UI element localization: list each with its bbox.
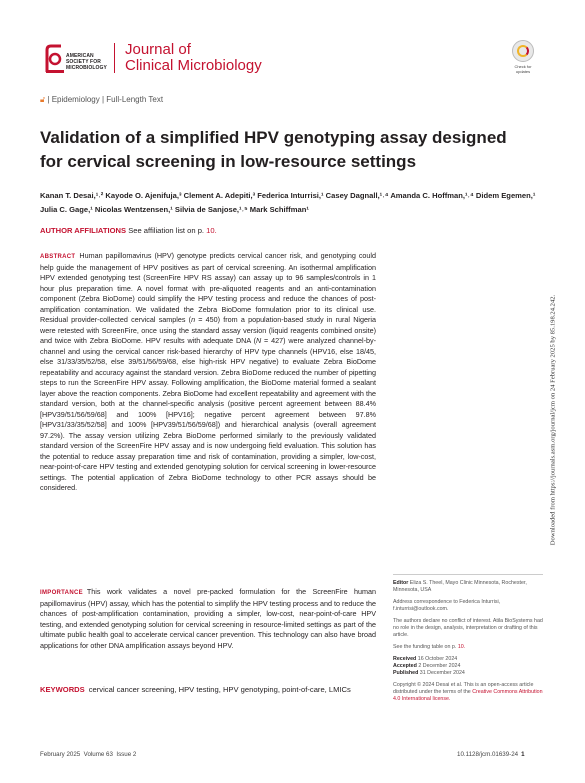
updates-label-line-1: Check for (514, 64, 532, 69)
funding-note (393, 644, 543, 651)
author-affiliations (40, 226, 217, 235)
importance-text: This work validates a novel pre-packed formulation for the ScreenFire human papillomavirus (HPV) assay, which has the potential to simplify the HPV testing process and to reduce the chances of post-amplification contamination, providing a simpler, low-cost, near-point-of-care HPV testing, and extended genotyping solution for cervical screening in resource-limited settings as part of the ultimate public health goal to accelerate cervical cancer prevention. This technology can also have broad applications for other DNA amplification assays beyond HPV. (40, 587, 376, 650)
funding-text: See the funding table on p. (393, 644, 457, 650)
updates-icon (512, 40, 534, 62)
affiliations-text: See affiliation list on p. (128, 226, 205, 235)
asm-logo (43, 44, 67, 74)
doi-footer (457, 751, 525, 758)
doi-text[interactable]: 10.1128/jcm.01639-24 (457, 751, 519, 758)
published-label: Published (393, 670, 419, 676)
abstract-text-4: N (255, 336, 262, 345)
journal-title-line-2: Clinical Microbiology (125, 57, 262, 74)
publication-dates (393, 656, 543, 677)
funding-page-link[interactable]: 10. (457, 644, 466, 650)
editor-text: Eliza S. Theel, Mayo Clinic Minnesota, Rochester, Minnesota, USA (393, 580, 527, 593)
license-link[interactable]: Creative Commons Attribution 4.0 International license. (393, 689, 543, 702)
abstract-text-3: = 450) from a population-based study in rural Nigeria were retested with ScreenFire, once using the standard assay version (liquid reagents combined onsite) and twice with Zebra BioDome. HPV results with adequate DNA ( (40, 315, 376, 345)
journal-title-line-1: Journal of (125, 41, 191, 58)
download-notice-text: Downloaded from https://journals.asm.org/journal/jcm on 24 February 2025 by 85.198.24.242. (549, 294, 557, 546)
open-access-lock-icon: 🔓︎ (40, 95, 46, 104)
keywords-label: KEYWORDS (40, 685, 85, 694)
keywords (40, 684, 376, 695)
article-title: Validation of a simplified HPV genotyping assay designed for cervical screening in low-resource settings (40, 128, 507, 171)
copyright-text: Copyright © 2024 Desai et al. This is an open-access article distributed under the terms of the (393, 682, 534, 695)
accepted-label: Accepted (393, 663, 417, 669)
copyright-notice (393, 682, 543, 703)
society-name (66, 53, 107, 71)
published-date: 31 December 2024 (419, 670, 465, 676)
received-date: 16 October 2024 (417, 656, 458, 662)
article-category: 🔓︎ | Epidemiology | Full-Length Text (40, 95, 164, 104)
author-list: Kanan T. Desai,¹˒² Kayode O. Ajenifuja,³ Clement A. Adepiti,³ Federica Inturrisi,¹ Casey Dagnall,¹˒⁴ Amanda C. Hoffman,¹˒⁴ Didem Egemen,¹ Julia C. Gage,¹ Nicolas Wentzensen,¹ Silvia de Sanjose,¹˒⁵ Mark Schiffman¹ (40, 191, 536, 214)
affiliations-label[interactable]: AUTHOR AFFILIATIONS (40, 226, 127, 235)
accepted-date: 2 December 2024 (418, 663, 461, 669)
updates-label-line-2: updates (515, 69, 531, 74)
header-divider (114, 43, 115, 73)
affiliations-page-link[interactable]: 10. (206, 226, 217, 235)
journal-title[interactable] (125, 42, 262, 74)
editor-info (393, 580, 543, 594)
abstract-text-2: n (191, 315, 196, 324)
abstract-text-5: = 427) were analyzed channel-by-channel and using the cervical cancer risk-based hierarchy of HPV type channels (HPV16, else 18/45, else 31/33/35/52/58, else 39/51/56/59/68, else high-risk HPV negative) to evaluate Zebra BioDome repeatability and accuracy against the standard version. Zebra BioDome reduced the number of pipetting steps to run the ScreenFire HPV assay. Following amplification, the BioDome material formed a sealant layer above the reaction components. Zebra BioDome had excellent repeatability and agreement with the standard version, both at the channel-specific analysis (positive percent agreement between 88.4% [HPV39/51/56/59/68] and 100% [HPV16]; negative percent agreement between 97.8% [HPV31/33/35/52/58] and 100% [HPV39/51/56/59/68]) and hierarchical analysis (overall agreement 97.2%). The assay version utilizing Zebra BioDome performed similarly to the previously validated standard version of the ScreenFire HPV assay and is now undergoing field evaluation. This solution has the potential to reduce assay preparation time and risk of contamination, providing a simpler, low-cost, near-point-of-care HPV testing and extended genotyping solution for cervical screening in lower-resource settings. The potential application of Zebra BioDome technology to other PCR assays should be considered. (40, 336, 376, 492)
page-number: 1 (521, 751, 525, 758)
correspondence: Address correspondence to Federica Inturrisi, f.inturrisi@outlook.com. (393, 599, 501, 612)
category-section[interactable]: Epidemiology (51, 95, 100, 104)
importance-label: IMPORTANCE (40, 590, 83, 596)
check-for-updates-button[interactable] (505, 40, 541, 78)
abstract-text-1: Human papillomavirus (HPV) genotype predicts cervical cancer risk, and genotyping could help guide the management of HPV positives as part of cervical screening. An isothermal amplification HPV extended genotyping test (ScreenFire HPV RS assay) can assay up to 96 samples/controls in 1 hour plus preparation time. A novel format with pre-aliquoted reagents and an anti-contamination component (Zebra BioDome) could simplify the HPV testing process and reduce the chances of post-amplification contamination. We validated the Zebra BioDome formulation prior to its clinical use. Residual provider-collected cervical samples ( (40, 251, 376, 324)
abstract (40, 251, 376, 494)
importance (40, 587, 376, 651)
editor-label: Editor (393, 580, 409, 586)
abstract-label: ABSTRACT (40, 254, 76, 260)
society-line-2: SOCIETY FOR (66, 59, 101, 65)
society-line-1: AMERICAN (66, 53, 94, 59)
issue-info: February 2025 Volume 63 Issue 2 (40, 751, 137, 758)
received-label: Received (393, 656, 417, 662)
society-line-3: MICROBIOLOGY (66, 65, 107, 71)
keywords-text: cervical cancer screening, HPV testing, HPV genotyping, point-of-care, LMICs (88, 685, 351, 694)
conflict-statement: The authors declare no conflict of interest. Atila BioSystems had no role in the design, analysis, interpretation or drafting of this article. (393, 618, 543, 638)
category-type: Full-Length Text (106, 95, 164, 104)
sidebar-divider (393, 574, 543, 575)
article-info-sidebar (393, 574, 543, 708)
